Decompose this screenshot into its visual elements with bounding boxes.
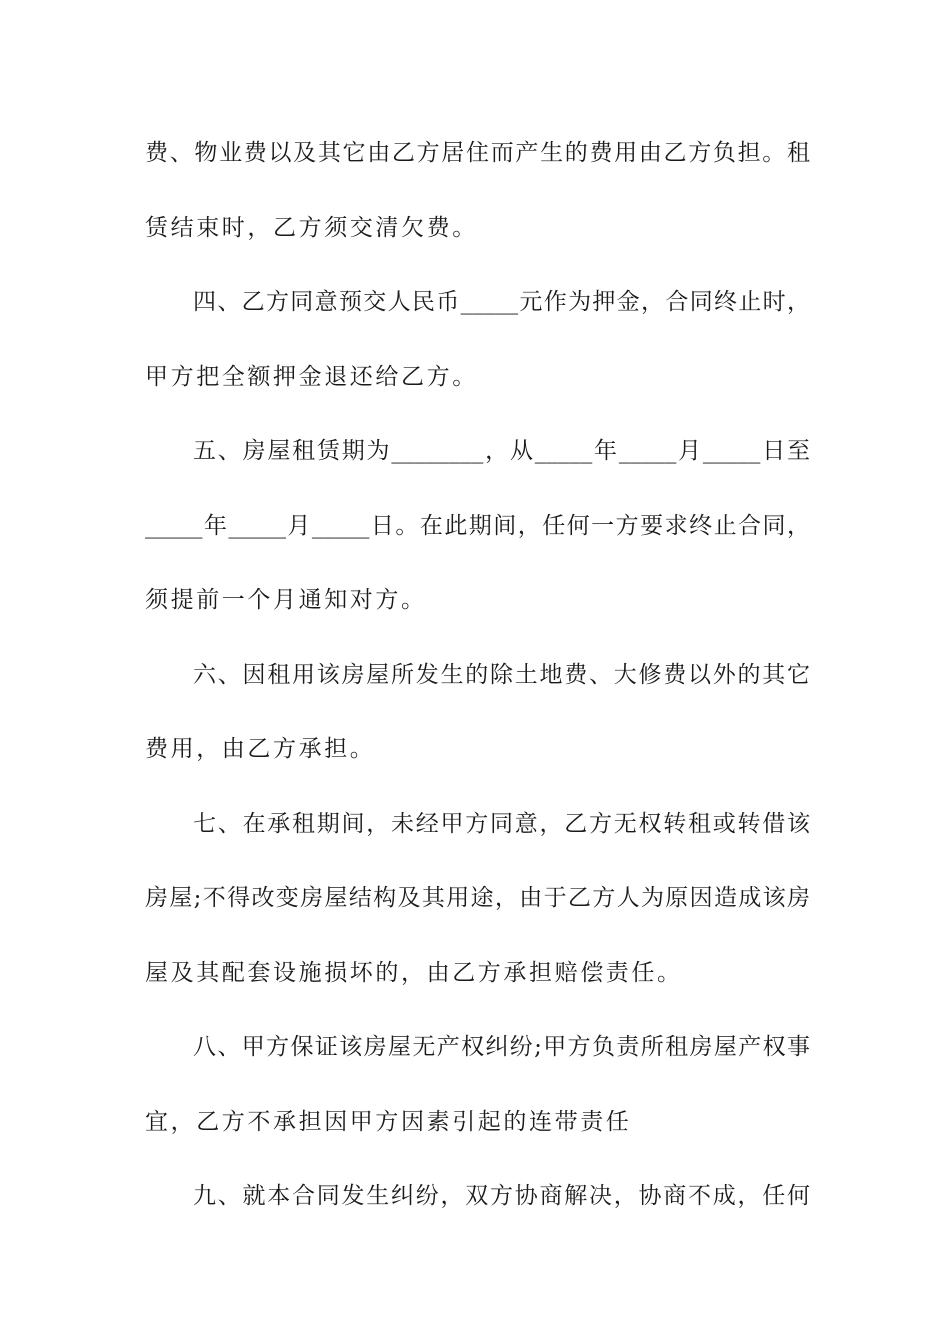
text-line: 宜，乙方不承担因甲方因素引起的连带责任 — [145, 1108, 632, 1135]
text-line: 费、物业费以及其它由乙方居住而产生的费用由乙方负担。租 — [145, 140, 810, 166]
clause-seven: 七、在承租期间，未经甲方同意，乙方无权转租或转借该 — [193, 810, 810, 837]
clause-eight: 八、甲方保证该房屋无产权纠纷;甲方负责所租房屋产权事 — [193, 1034, 810, 1060]
contract-body — [145, 129, 810, 1247]
text-line: _____年_____月_____日。在此期间，任何一方要求终止合同， — [145, 512, 810, 539]
text-line: 甲方把全额押金退还给乙方。 — [145, 363, 478, 390]
text-line: 房屋;不得改变房屋结构及其用途，由于乙方人为原因造成该房 — [145, 885, 810, 911]
clause-five: 五、房屋租赁期为________，从_____年_____月_____日至 — [193, 438, 810, 464]
clause-four: 四、乙方同意预交人民币_____元作为押金，合同终止时， — [193, 289, 810, 315]
clause-nine: 九、就本合同发生纠纷，双方协商解决，协商不成，任何 — [193, 1183, 810, 1209]
text-line: 费用，由乙方承担。 — [145, 736, 376, 762]
clause-six: 六、因租用该房屋所发生的除土地费、大修费以外的其它 — [193, 661, 810, 688]
text-line: 赁结束时，乙方须交清欠费。 — [145, 214, 478, 241]
text-line: 屋及其配套设施损坏的，由乙方承担赔偿责任。 — [145, 959, 683, 986]
text-line: 须提前一个月通知对方。 — [145, 587, 427, 613]
